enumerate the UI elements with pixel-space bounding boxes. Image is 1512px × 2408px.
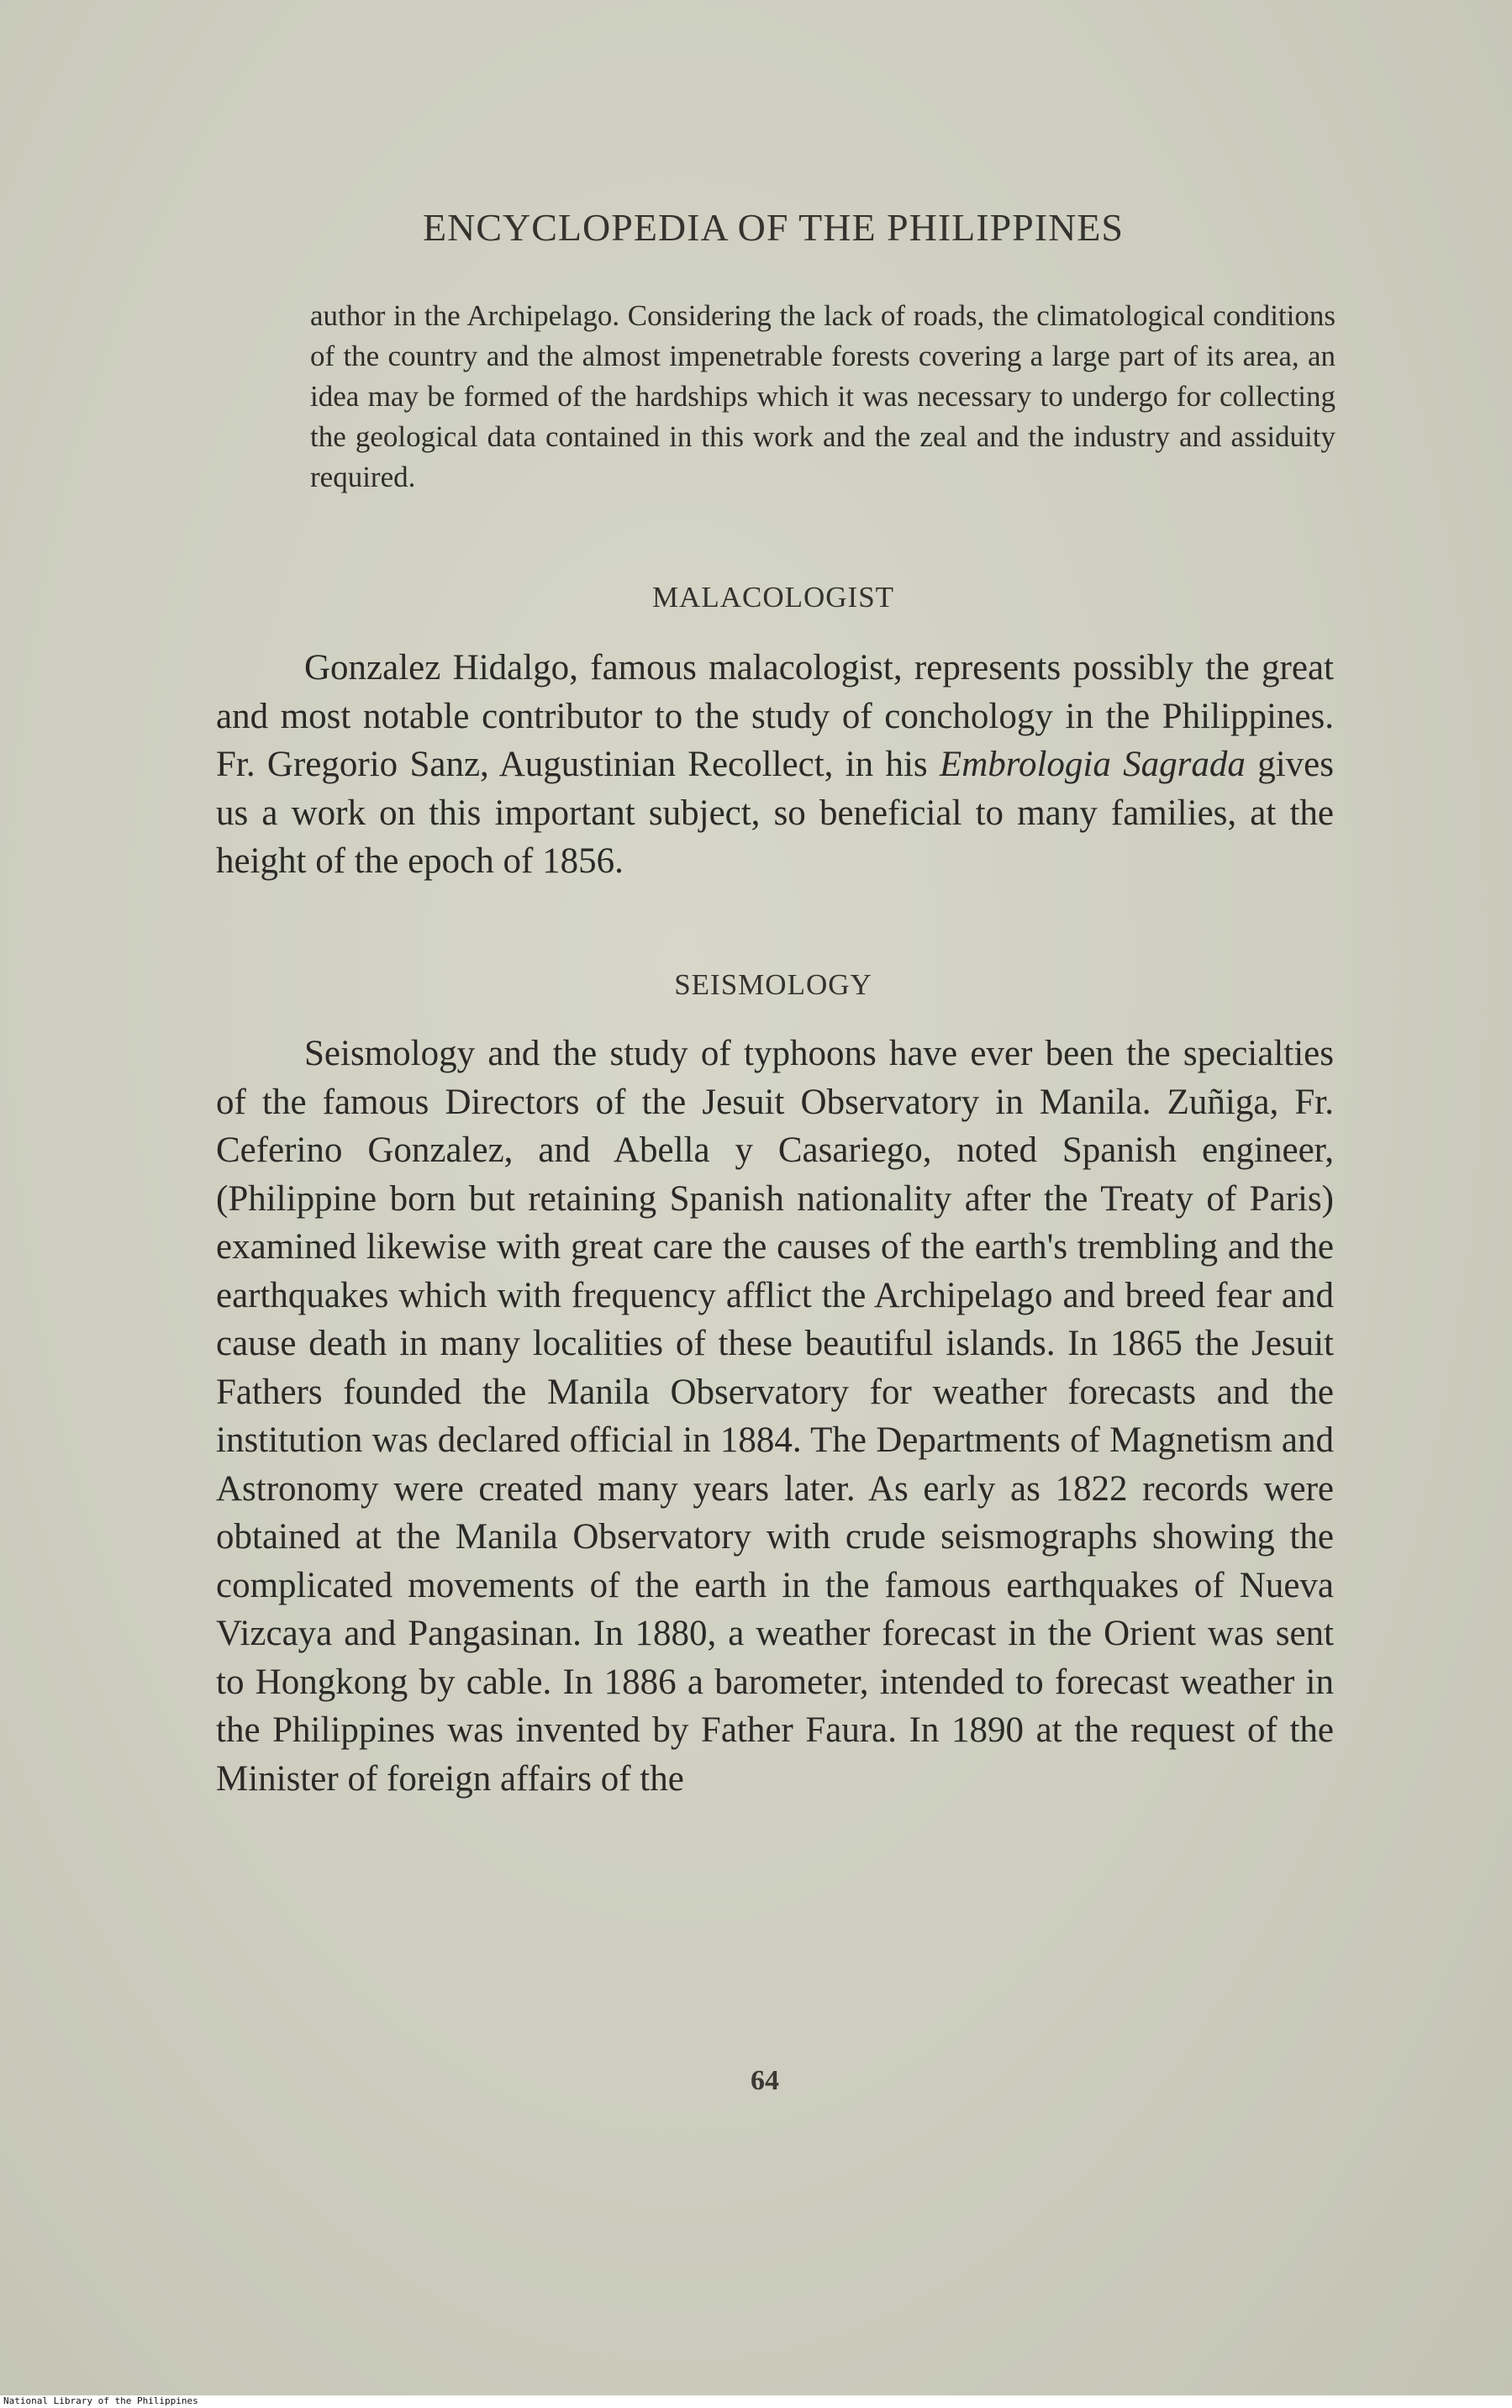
intro-text: author in the Archipelago. Considering the lack of roads, the climatological conditions of the country and the almost impenetrable forests covering a large part of its area, an idea may be formed of the hardships which it was necessary to undergo for collecting the geological data contained in this work and the zeal and the industry and assiduity required. bbox=[310, 299, 1336, 493]
malacologist-paragraph bbox=[216, 644, 1334, 886]
malacologist-text-start: Gonzalez Hidalgo, famous malacologist, represents possibly the great and most notable contributor to the study of conchology in the Philippines. Fr. Gregorio Sanz, Augustinian Recollect, in his bbox=[216, 648, 1334, 784]
book-title-italic: Embrologia Sagrada bbox=[939, 745, 1246, 784]
page-number: 64 bbox=[751, 2065, 779, 2096]
running-header: ENCYCLOPEDIA OF THE PHILIPPINES bbox=[423, 206, 1124, 249]
section-body-malacologist bbox=[216, 644, 1334, 886]
section-heading-seismology: SEISMOLOGY bbox=[674, 968, 872, 1001]
seismology-paragraph: Seismology and the study of typhoons have ever been the specialties of the famous Directors of the Jesuit Observatory in Manila. Zuñiga, Fr. Ceferino Gonzalez, and Abella y Casariego, noted Spanish engineer, (Philippine born but retaining Spanish nationality after the Treaty of Paris) examined likewise with great care the causes of the earth's trembling and the earthquakes which with frequency afflict the Archipelago and breed fear and cause death in many localities of these beautiful islands. In 1865 the Jesuit Fathers founded the Manila Observatory for weather forecasts and the institution was declared official in 1884. The Departments of Magnetism and Astronomy were created many years later. As early as 1822 records were obtained at the Manila Observatory with crude seismographs showing the complicated movements of the earth in the famous earthquakes of Nueva Vizcaya and Pangasinan. In 1880, a weather forecast in the Orient was sent to Hongkong by cable. In 1886 a barometer, intended to forecast weather in the Philippines was invented by Father Faura. In 1890 at the request of the Minister of foreign affairs of the bbox=[216, 1034, 1334, 1799]
malacologist-text-end: gives us a work on this important subject, so beneficial to many families, at the height of the epoch of 1856. bbox=[216, 745, 1334, 881]
section-body-seismology bbox=[216, 1030, 1334, 1803]
intro-paragraph bbox=[310, 296, 1336, 498]
footer-strip bbox=[0, 2395, 1512, 2408]
section-heading-malacologist: MALACOLOGIST bbox=[651, 581, 895, 614]
library-credit: National Library of the Philippines bbox=[3, 2395, 198, 2406]
